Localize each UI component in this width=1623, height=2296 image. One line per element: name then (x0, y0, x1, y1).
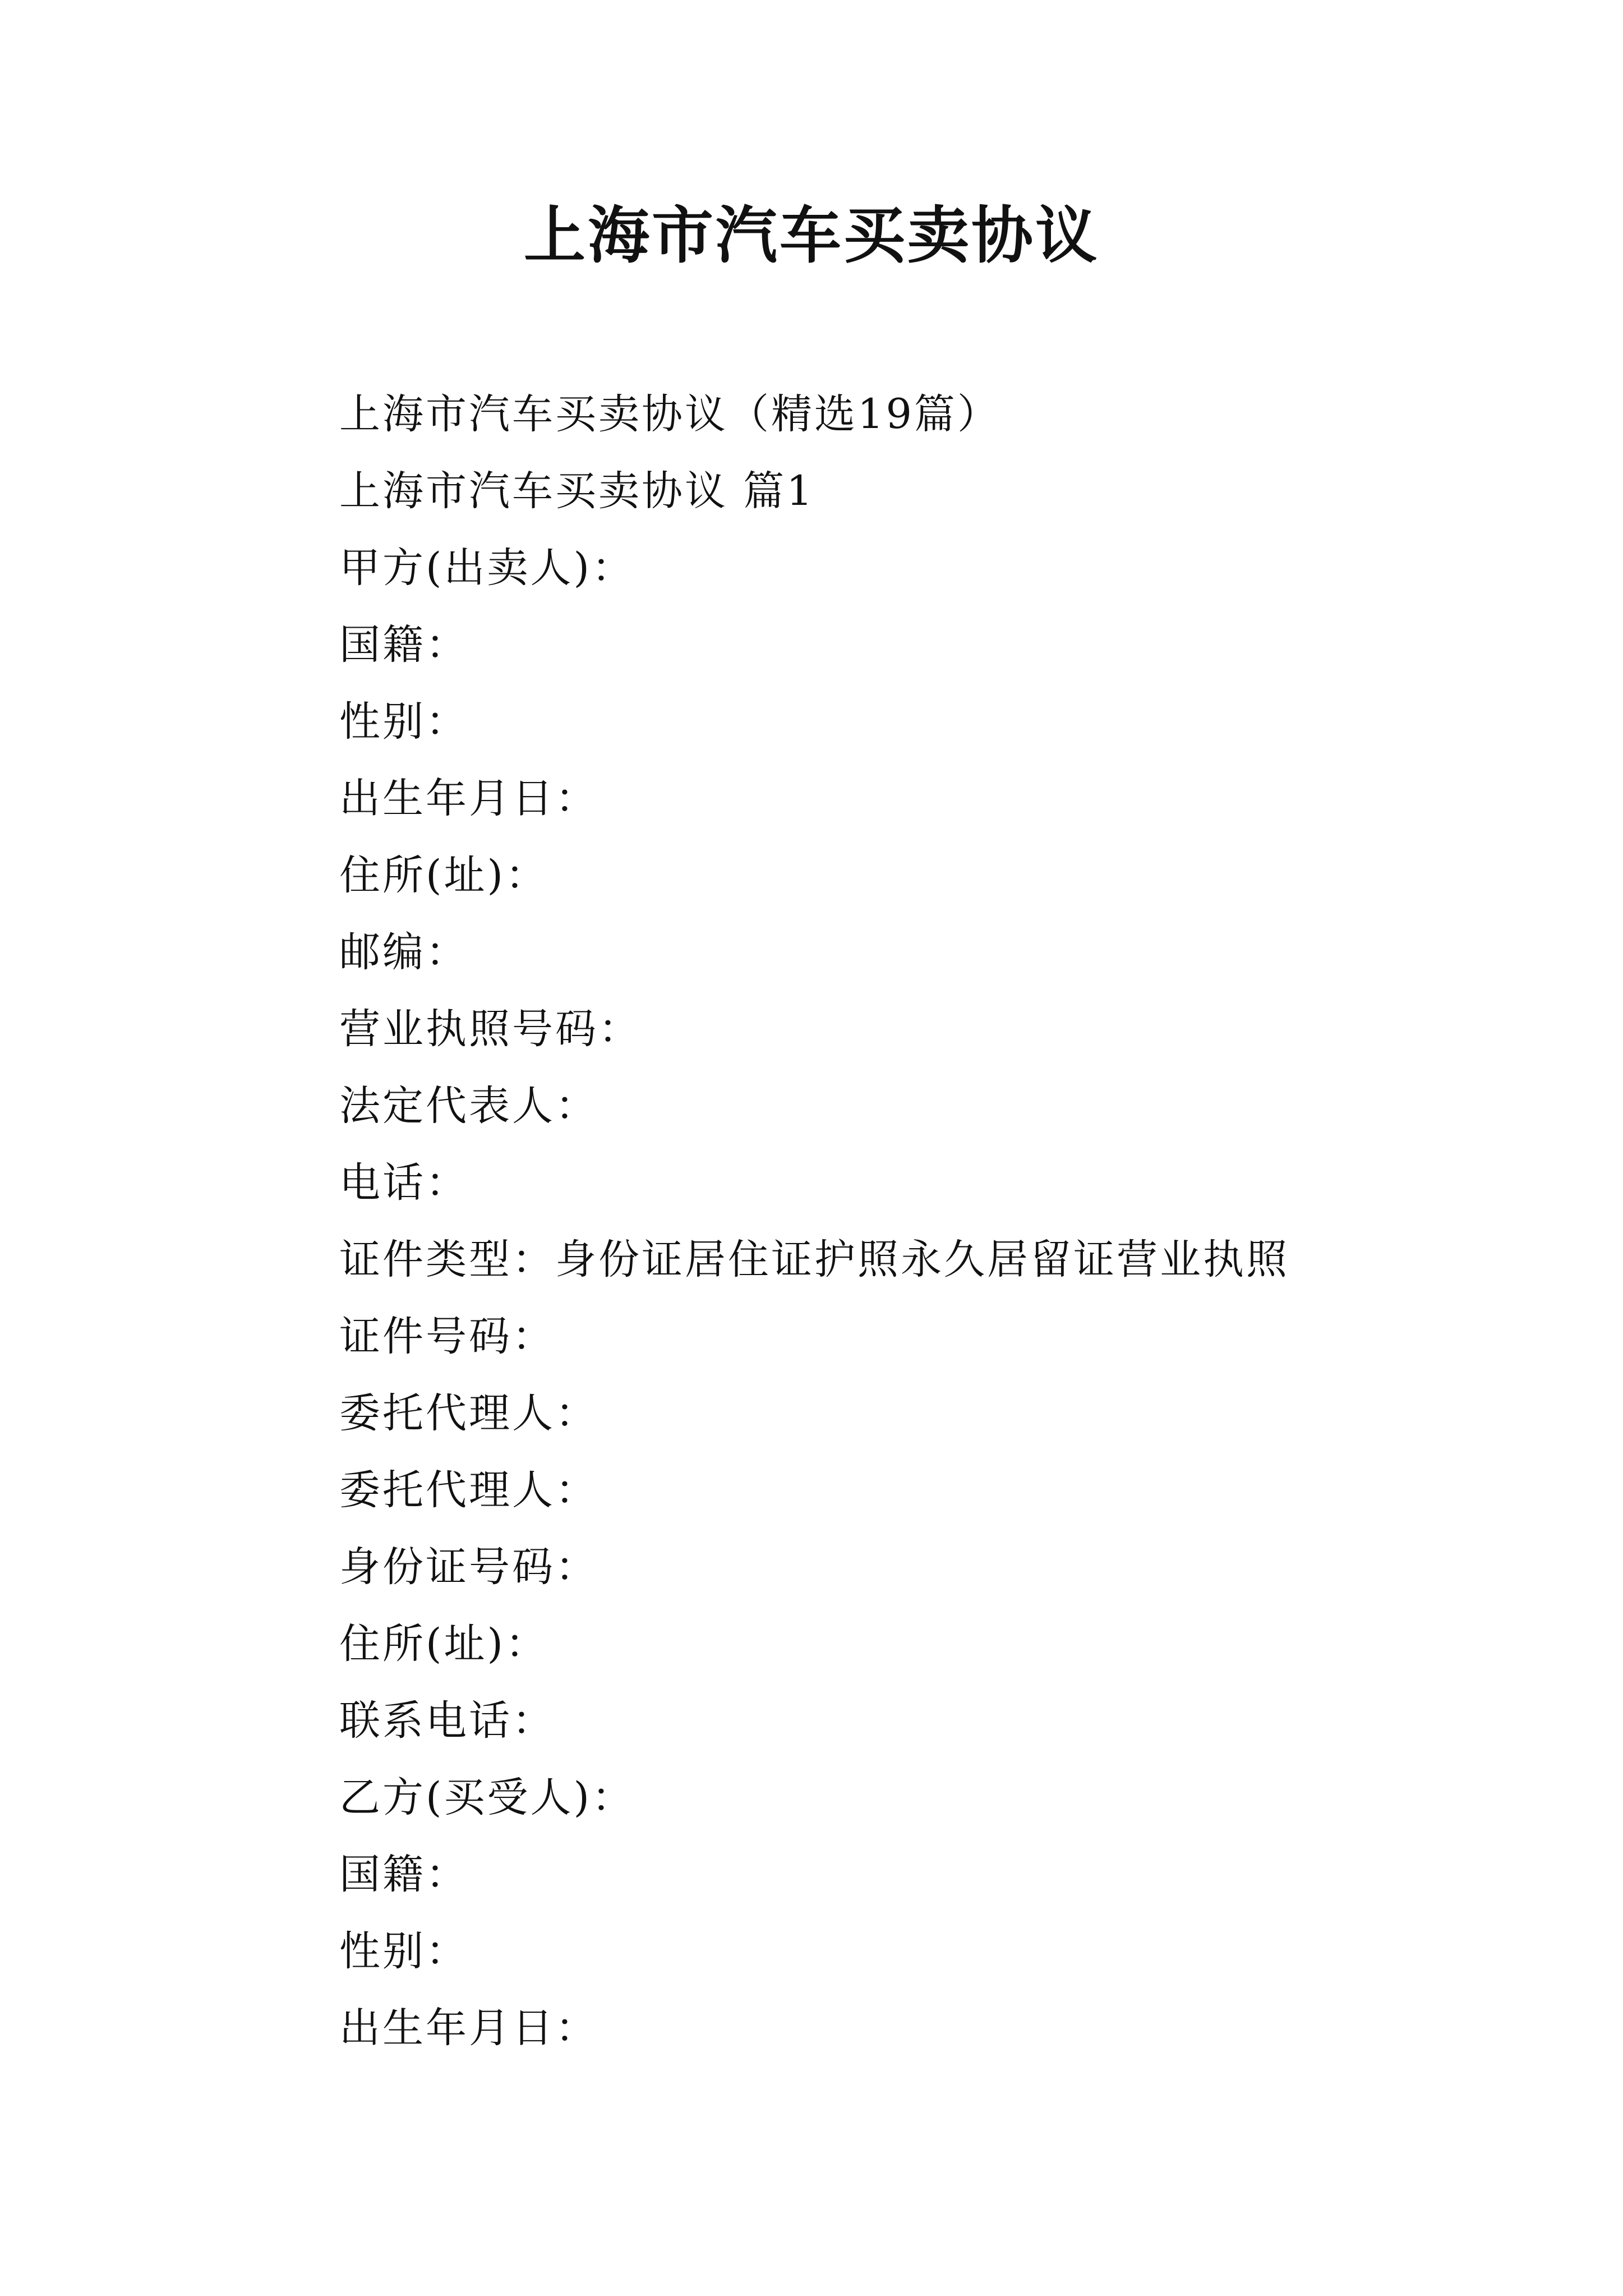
document-line: 出生年月日： (339, 2004, 598, 2052)
document-line: 上海市汽车买卖协议（精选19篇） (339, 390, 1000, 438)
document-line: 联系电话： (339, 1697, 555, 1745)
document-line: 法定代表人： (339, 1082, 598, 1130)
document-line: 性别： (339, 698, 469, 746)
document-line: 国籍： (339, 621, 469, 669)
document-line: 乙方(买受人)： (339, 1774, 635, 1821)
document-line: 上海市汽车买卖协议 篇1 (339, 467, 815, 515)
document-line: 国籍： (339, 1851, 469, 1898)
document-line: 委托代理人： (339, 1389, 598, 1437)
document-line: 出生年月日： (339, 775, 598, 822)
document-line: 性别： (339, 1927, 469, 1975)
document-line: 营业执照号码： (339, 1005, 642, 1053)
document-line: 证件号码： (339, 1313, 555, 1360)
document-line: 住所(址)： (339, 1620, 548, 1668)
document-title: 上海市汽车买卖协议 (524, 199, 1099, 272)
document-line: 甲方(出卖人)： (339, 544, 635, 592)
document-line: 身份证号码： (339, 1543, 598, 1591)
document-line: 邮编： (339, 928, 469, 976)
document-body (339, 376, 1517, 2067)
document-line: 委托代理人： (339, 1466, 598, 1514)
document-line: 住所(址)： (339, 852, 548, 899)
document-line: 电话： (339, 1159, 469, 1207)
document-line: 证件类型：身份证居住证护照永久居留证营业执照 (339, 1236, 1289, 1283)
